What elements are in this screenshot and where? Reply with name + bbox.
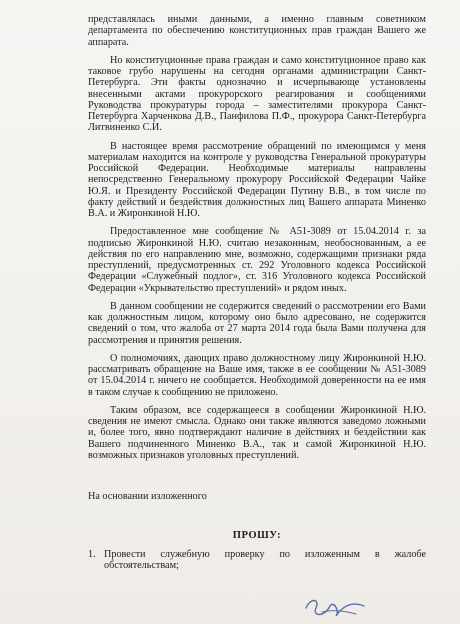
paragraph-7: Таким образом, все содержащееся в сообщении Жиронкиной Н.Ю. сведения не имеют смысла. Однако они также являются заведомо ложными и, более того, явно подтверждают наличие в действиях и бездействии как Вашего подчиненного Миненко В.А., так и самой Жиронкиной Н.Ю. возможных признаков уголовных преступлений. bbox=[88, 404, 426, 461]
request-item-number: 1. bbox=[88, 549, 96, 560]
paragraph-3: В настоящее время рассмотрение обращений по имеющимся у меня материалам находится на контроле у руководства Генеральной прокуратуры Российской Федерации. Необходимые материалы направлены непосредственно Генеральному прокурору Российской Федерации Чайке Ю.Я. и Президенту Российской Федерации Путину В.В., в том числе по факту действий и бездействия должностных лиц Вашего аппарата Миненко В.А. и Жиронкиной Н.Ю. bbox=[88, 140, 426, 219]
request-item-text: Провести служебную проверку по изложенным в жалобе обстоятельствам; bbox=[104, 549, 426, 572]
request-item bbox=[88, 549, 426, 572]
basis-line: На основании изложенного bbox=[88, 491, 207, 502]
paragraph-4: Предоставленное мне сообщение № А51-3089 от 15.04.2014 г. за подписью Жиронкиной Н.Ю. считаю незаконным, необоснованным, а ее действия по его направлению мне, возможно, содержащими признаки ряда преступлений, предусмотренных ст. 292 Уголовного кодекса Российской Федерации «Служебный подлог», ст. 316 Уголовного кодекса Российской Федерации «Укрывательство преступлений» и рядом иных. bbox=[88, 226, 426, 294]
paragraph-1: представлялась иными данными, а именно главным советником департамента по обеспечению конституционных прав граждан Вашего же аппарата. bbox=[88, 14, 426, 48]
handwritten-signature bbox=[300, 594, 370, 622]
paragraph-6: О полномочиях, дающих право должностному лицу Жиронкиной Н.Ю. рассматривать обращение на Ваше имя, также в ее сообщении № А51-3089 от 15.04.2014 г. ничего не сообщается. Необходимой доверенности на ее имя в таком случае к сообщению не приложено. bbox=[88, 352, 426, 398]
paragraph-2: Но конституционные права граждан и само конституционное право как таковое грубо нарушены на сегодня органами администрации Санкт-Петербурга. Эти факты однозначно и исчерпывающе установлены внесенными актами прокурорского реагирования и сообщениями Руководства прокуратуры города – заместителями прокурора Санкт-Петербурга Харченкова Д.В., Панфилова П.Ф., прокурора Санкт-Петербурга Литвиненко С.И. bbox=[88, 54, 426, 134]
request-heading: ПРОШУ: bbox=[232, 530, 282, 541]
paragraph-5: В данном сообщении не содержится сведений о рассмотрении его Вами как должностным лицом, которому оно было адресовано, не содержится сведений о том, что жалоба от 27 марта 2014 года была Вами получена для рассмотрения и принятия решения. bbox=[88, 300, 426, 346]
